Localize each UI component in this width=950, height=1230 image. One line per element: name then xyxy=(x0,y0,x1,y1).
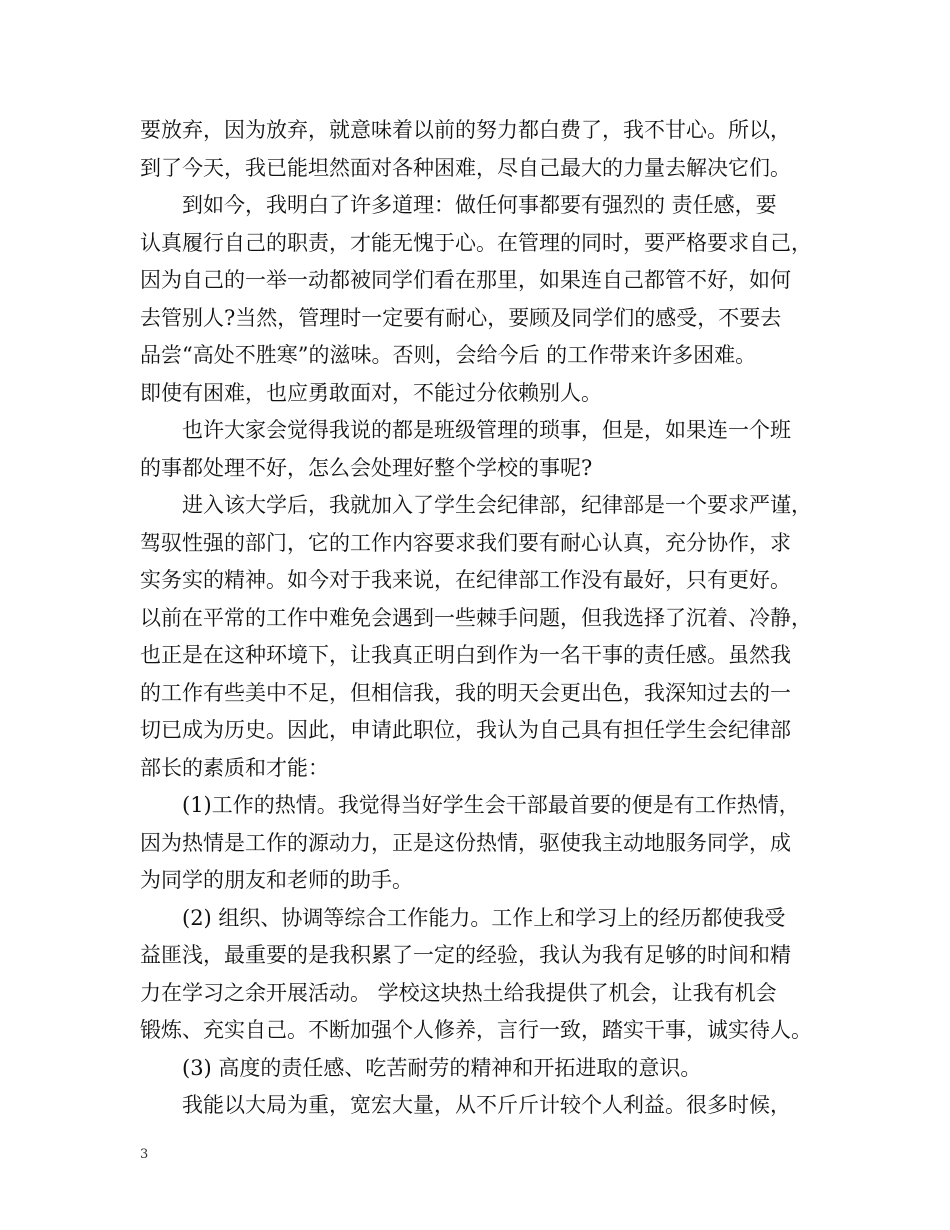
text-line: 到了今天，我已能坦然面对各种困难，尽自己最大的力量去解决它们。 xyxy=(140,155,791,180)
text-line: 锻炼、充实自己。不断加强个人修养，言行一致，踏实干事，诚实待人。 xyxy=(140,1018,812,1042)
text-line: 到如今，我明白了许多道理：做任何事都要有强烈的 责任感，要 xyxy=(182,193,777,217)
text-line: 实务实的精神。如今对于我来说，在纪律部工作没有最好，只有更好。 xyxy=(140,568,791,592)
text-line: 切已成为历史。因此，申请此职位，我认为自己具有担任学生会纪律部 xyxy=(140,718,791,742)
body-text xyxy=(140,112,815,1125)
text-line: 以前在平常的工作中难免会遇到一些棘手问题，但我选择了沉着、冷静， xyxy=(140,605,812,630)
text-line: 认真履行自己的职责，才能无愧于心。在管理的同时，要严格要求自己， xyxy=(140,230,812,255)
text-line: 为同学的朋友和老师的助手。 xyxy=(140,868,413,892)
text-line: (2) 组织、协调等综合工作能力。工作上和学习上的经历都使我受 xyxy=(182,905,786,930)
text-line: 因为热情是工作的源动力，正是这份热情，驱使我主动地服务同学，成 xyxy=(140,830,791,855)
text-line: 去管别人?当然，管理时一定要有耐心，要顾及同学们的感受，不要去 xyxy=(140,305,782,330)
text-line: 的工作有些美中不足，但相信我，我的明天会更出色，我深知过去的一 xyxy=(140,680,791,705)
text-line: 的事都处理不好，怎么会处理好整个学校的事呢? xyxy=(140,455,593,480)
text-line: 部长的素质和才能： xyxy=(140,755,329,780)
text-line: 力在学习之余开展活动。 学校这块热土给我提供了机会，让我有机会 xyxy=(140,980,777,1005)
text-line: 要放弃，因为放弃，就意味着以前的努力都白费了，我不甘心。所以， xyxy=(140,118,791,142)
text-line: 即使有困难，也应勇敢面对，不能过分依赖别人。 xyxy=(140,380,602,405)
text-line: 益匪浅，最重要的是我积累了一定的经验，我认为我有足够的时间和精 xyxy=(140,943,791,967)
text-line: 也正是在这种环境下，让我真正明白到作为一名干事的责任感。虽然我 xyxy=(140,643,791,667)
text-line: 品尝“高处不胜寒”的滋味。否则，会给今后 的工作带来许多困难。 xyxy=(140,343,757,367)
text-line: (3) 高度的责任感、吃苦耐劳的精神和开拓进取的意识。 xyxy=(182,1055,702,1080)
page-number: 3 xyxy=(140,1147,149,1162)
text-line: 也许大家会觉得我说的都是班级管理的琐事，但是，如果连一个班 xyxy=(182,418,791,442)
text-line: 进入该大学后，我就加入了学生会纪律部，纪律部是一个要求严谨， xyxy=(182,493,812,517)
text-line: 我能以大局为重，宽宏大量，从不斤斤计较个人利益。很多时候， xyxy=(182,1093,791,1117)
text-line: 驾驭性强的部门，它的工作内容要求我们要有耐心认真，充分协作，求 xyxy=(140,530,791,555)
text-line: (1)工作的热情。我觉得当好学生会干部最首要的便是有工作热情， xyxy=(182,793,800,817)
text-line: 因为自己的一举一动都被同学们看在那里，如果连自己都管不好，如何 xyxy=(140,268,791,292)
